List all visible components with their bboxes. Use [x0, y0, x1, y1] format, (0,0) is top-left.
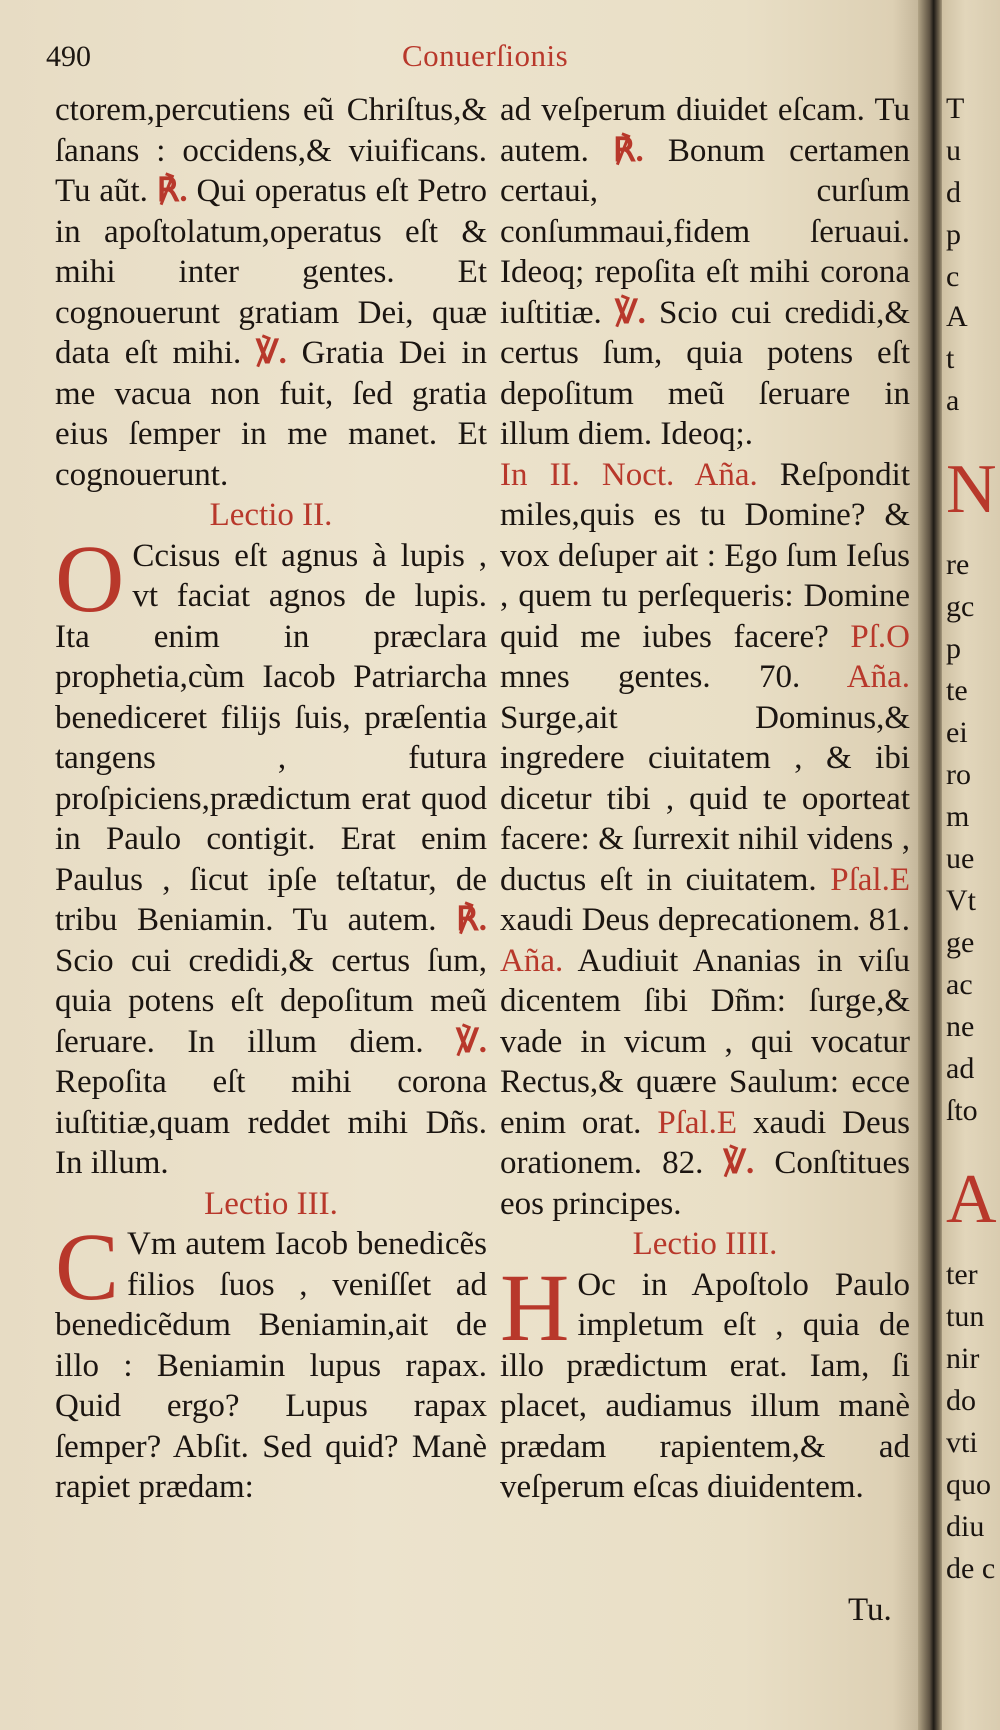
next-page-fragment: u: [946, 134, 961, 167]
nocturn-antiphon: In II. Noct. Aña. Reſpondit miles,quis es tu Domine? & vox deſuper ait : Ego ſum Ieſus , quem tu perſequeris: Domine quid me iubes facere? Pſ.O mnes gentes. 70. Aña. Surge,ait Dominus,& ingredere ciuitatem , & ibi dicetur tibi , quid te oporteat facere: & ſurrexit nihil videns , ductus eſt in ciuitatem. Pſal.E xaudi Deus deprecationem. 81. Aña. Audiuit Ananias in viſu dicentem ſibi Dñm: ſurge,& vade in vicum , qui vocatur Rectus,& quære Saulum: ecce enim orat. Pſal.E xaudi Deus orationem. 82. ℣. Conſtitues eos principes.: [500, 456, 911, 1222]
next-page-fragment: Vt: [946, 884, 976, 917]
next-page-edge: [942, 0, 1000, 1730]
next-page-fragment: m: [946, 800, 970, 833]
lectio-2-heading: Lectio II.: [209, 497, 333, 533]
lectio-2-text: O Ccisus eſt agnus à lupis , vt faciat agnos de lupis. Ita enim in præclara prophetia,cùm Iacob Patriarcha benediceret filijs ſuis, præſentia tangens , futura proſpiciens,prædictum erat quod in Paulo contigit. Erat enim Paulus , ſicut ipſe teſtatur, de tribu Beniamin. Tu autem. ℟. Scio cui credidi,& certus ſum, quia potens eſt depoſitum meũ ſeruare. In illum diem. ℣. Repoſita eſt mihi corona iuſtitiæ,quam reddet mihi Dñs. In illum.: [55, 524, 487, 1181]
catchword: Tu.: [848, 1592, 892, 1628]
versicle-symbol: ℣.: [615, 294, 646, 331]
next-page-fragment: N: [946, 451, 997, 528]
next-page-fragment: ge: [946, 926, 975, 959]
lectio-4-heading: Lectio IIII.: [632, 1226, 778, 1262]
next-page-fragment: diu: [946, 1510, 985, 1543]
next-page-fragment: ue: [946, 842, 975, 875]
next-page-fragment: A: [946, 1161, 997, 1238]
page-number: 490: [46, 40, 91, 73]
running-head: Conuerſionis: [402, 38, 569, 73]
right-opening-paragraph: ad veſperum diuidet eſcam. Tu autem. ℟. Bonum certamen certaui, curſum conſummaui,fidem ſeruaui. Ideoq; repoſita eſt mihi corona iuſtitiæ. ℣. Scio cui credidi,& certus ſum, quia potens eſt depoſitum meũ ſeruare in illum diem. Ideoq;.: [500, 92, 910, 452]
versicle-symbol: ℣.: [456, 1023, 487, 1060]
lectio-3-text: C Vm autem Iacob benedicẽs filios ſuos , veniſſet ad benedicẽdum Beniamin,ait de illo : Beniamin lupus rapax. Quid ergo? Lupus rapax ſemper? Abſit. Sed quid? Manè rapiet prædam:: [55, 1213, 487, 1505]
psalm-label: Pſal.: [657, 1104, 717, 1141]
next-page-fragment: nir: [946, 1342, 980, 1375]
psalm-label: Pſ.: [850, 618, 887, 655]
next-page-fragment: T: [946, 92, 965, 125]
next-page-fragment: vti: [946, 1426, 978, 1459]
next-page-fragment: ne: [946, 1010, 975, 1043]
lectio-3-heading: Lectio III.: [204, 1185, 338, 1222]
right-column: [500, 90, 910, 1508]
drop-cap-o: O: [55, 524, 125, 632]
next-page-fragment: t: [946, 342, 955, 375]
left-opening-paragraph: ctorem,percutiens eũ Chriſtus,& ſanans : occidens,& viuificans. Tu aũt. ℟. Qui operatus eſt Petro in apoſtolatum,operatus eſt & mihi inter gentes. Et cognouerunt gratiam Dei, quæ data eſt mihi. ℣. Gratia Dei in me vacua non fuit, ſed gratia eius ſemper in me manet. Et cognouerunt.: [55, 92, 487, 493]
antiphon-label: Aña.: [500, 942, 564, 979]
next-page-fragment: ro: [946, 758, 971, 791]
next-page-fragment: quo: [946, 1468, 991, 1501]
next-page-fragment: p: [946, 218, 961, 251]
psalm-initial: E: [889, 861, 911, 898]
next-page-fragment: d: [946, 176, 961, 209]
responsory-symbol: ℟.: [456, 902, 487, 938]
versicle-symbol: ℣.: [256, 335, 287, 371]
versicle-symbol: ℣.: [723, 1145, 755, 1181]
next-page-fragment: te: [946, 674, 968, 707]
next-page-fragment: ter: [946, 1258, 978, 1291]
lectio-4-text: H Oc in Apoſtolo Paulo impletum eſt , quia de illo prædictum erat. Iam, ſi placet, audiamus illum manè prædam rapientem,& ad veſperum eſcas diuidentem.: [500, 1253, 910, 1505]
next-page-fragment: p: [946, 632, 961, 665]
responsory-symbol: ℟.: [612, 132, 644, 169]
nocturn-label: In II. Noct. Aña.: [500, 456, 758, 493]
next-page-fragment: de c: [946, 1552, 996, 1585]
next-page-fragment: tun: [946, 1300, 985, 1333]
next-page-fragment: A: [946, 300, 968, 333]
next-page-fragment: ad: [946, 1052, 975, 1085]
next-page-fragment: gc: [946, 590, 975, 623]
drop-cap-h: H: [500, 1253, 570, 1361]
next-page-fragment: c: [946, 260, 960, 293]
drop-cap-c: C: [55, 1213, 120, 1320]
book-gutter: [918, 0, 944, 1730]
antiphon-label: Aña.: [846, 659, 910, 695]
psalm-initial: E: [716, 1104, 738, 1141]
next-page-fragment: ac: [946, 968, 973, 1001]
left-column: [55, 90, 487, 1508]
next-page-fragment: a: [946, 384, 960, 417]
next-page-fragment: ei: [946, 716, 968, 749]
psalm-initial: O: [886, 618, 911, 655]
psalm-label: Pſal.: [830, 861, 890, 898]
next-page-fragment: re: [946, 548, 970, 581]
next-page-fragment: do: [946, 1384, 976, 1417]
responsory-symbol: ℟.: [156, 173, 188, 209]
next-page-fragment: ſto: [946, 1094, 978, 1127]
